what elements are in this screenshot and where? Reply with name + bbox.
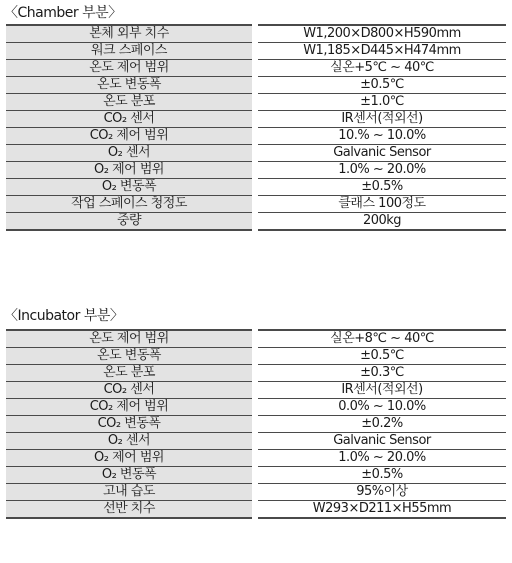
spec-label: 중량: [6, 213, 252, 231]
spec-label: 온도 분포: [6, 365, 252, 382]
spec-value: Galvanic Sensor: [258, 433, 506, 450]
spec-label: O₂ 센서: [6, 433, 252, 450]
spec-label: CO₂ 제어 범위: [6, 399, 252, 416]
spec-row: [6, 179, 506, 196]
spec-label: 온도 분포: [6, 94, 252, 111]
spec-row: [6, 501, 506, 519]
spec-row: [6, 196, 506, 213]
incubator-spec-rows: [6, 330, 506, 518]
spec-row: [6, 77, 506, 94]
spec-row: [6, 25, 506, 43]
spec-value: W1,200×D800×H590mm: [258, 25, 506, 43]
spec-row: [6, 213, 506, 231]
spec-row: [6, 60, 506, 77]
spec-value: Galvanic Sensor: [258, 145, 506, 162]
spec-label: O₂ 변동폭: [6, 467, 252, 484]
spec-value: 실온+5℃ ~ 40℃: [258, 60, 506, 77]
spec-label: 작업 스페이스 청정도: [6, 196, 252, 213]
spec-value: ±0.2%: [258, 416, 506, 433]
spec-row: [6, 94, 506, 111]
spec-value: ±1.0℃: [258, 94, 506, 111]
spec-label: O₂ 제어 범위: [6, 450, 252, 467]
spec-value: 실온+8℃ ~ 40℃: [258, 330, 506, 348]
incubator-spec-table: [6, 329, 506, 519]
spec-value: IR센서(적외선): [258, 111, 506, 128]
chamber-spec-table: [6, 24, 506, 231]
spec-label: 온도 제어 범위: [6, 330, 252, 348]
spec-row: [6, 382, 506, 399]
spec-label: 워크 스페이스: [6, 43, 252, 60]
spec-row: [6, 484, 506, 501]
chamber-spec-rows: [6, 25, 506, 230]
spec-label: O₂ 제어 범위: [6, 162, 252, 179]
spec-value: 200kg: [258, 213, 506, 231]
spec-value: ±0.3℃: [258, 365, 506, 382]
spec-row: [6, 399, 506, 416]
spec-label: CO₂ 센서: [6, 382, 252, 399]
spec-label: 온도 변동폭: [6, 77, 252, 94]
spec-value: 1.0% ~ 20.0%: [258, 450, 506, 467]
spec-row: [6, 416, 506, 433]
spec-value: 10.% ~ 10.0%: [258, 128, 506, 145]
spec-row: [6, 450, 506, 467]
spec-label: O₂ 변동폭: [6, 179, 252, 196]
spec-row: [6, 433, 506, 450]
spec-label: 선반 치수: [6, 501, 252, 519]
spec-value: ±0.5℃: [258, 348, 506, 365]
spec-row: [6, 145, 506, 162]
spec-value: ±0.5%: [258, 467, 506, 484]
spec-row: [6, 162, 506, 179]
spec-label: 고내 습도: [6, 484, 252, 501]
spec-value: IR센서(적외선): [258, 382, 506, 399]
spec-value: 0.0% ~ 10.0%: [258, 399, 506, 416]
spec-value: 클래스 100정도: [258, 196, 506, 213]
spec-row: [6, 330, 506, 348]
spec-value: 1.0% ~ 20.0%: [258, 162, 506, 179]
spec-row: [6, 467, 506, 484]
spec-label: O₂ 센서: [6, 145, 252, 162]
spec-label: CO₂ 제어 범위: [6, 128, 252, 145]
spec-label: 온도 제어 범위: [6, 60, 252, 77]
spec-label: 온도 변동폭: [6, 348, 252, 365]
spec-value: W293×D211×H55mm: [258, 501, 506, 519]
spec-row: [6, 128, 506, 145]
spec-label: 본체 외부 치수: [6, 25, 252, 43]
spec-label: CO₂ 변동폭: [6, 416, 252, 433]
spec-value: W1,185×D445×H474mm: [258, 43, 506, 60]
spec-row: [6, 43, 506, 60]
spec-row: [6, 348, 506, 365]
spec-value: ±0.5%: [258, 179, 506, 196]
spec-row: [6, 365, 506, 382]
spec-row: [6, 111, 506, 128]
spec-value: ±0.5℃: [258, 77, 506, 94]
spec-value: 95%이상: [258, 484, 506, 501]
spec-label: CO₂ 센서: [6, 111, 252, 128]
incubator-section-title: 〈Incubator 부분〉: [4, 308, 124, 324]
chamber-section-title: 〈Chamber 부분〉: [4, 5, 122, 21]
